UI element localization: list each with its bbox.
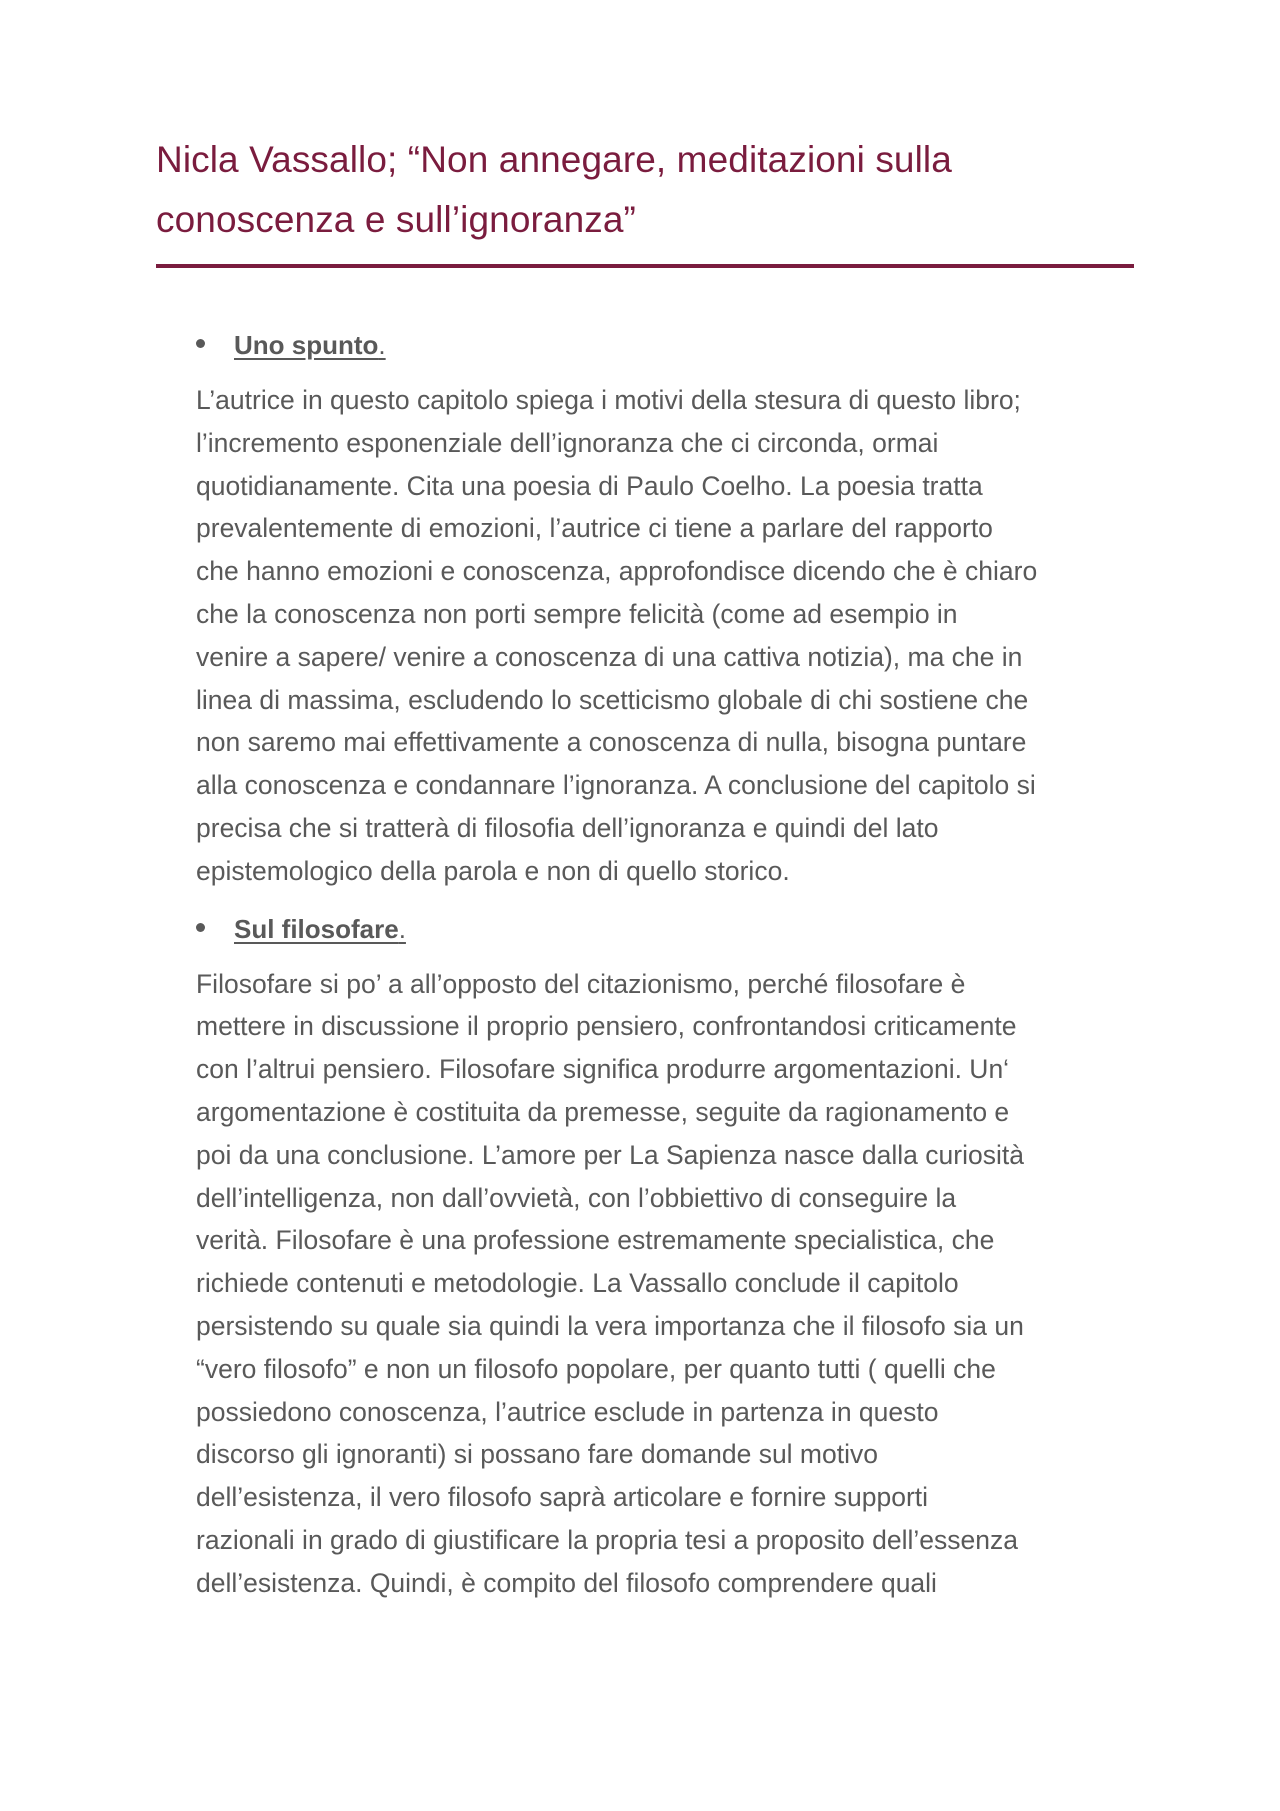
paragraph-line: Filosofare si po’ a all’opposto del citazionismo, perché filosofare è	[196, 968, 966, 999]
paragraph-line: verità. Filosofare è una professione estremamente specialistica, che	[196, 1225, 995, 1256]
paragraph-line: argomentazione è costituita da premesse, seguite da ragionamento e	[196, 1096, 1010, 1127]
paragraph-line: mettere in discussione il proprio pensiero, confrontandosi criticamente	[196, 1011, 1017, 1042]
paragraph-line: alla conoscenza e condannare l’ignoranza. A conclusione del capitolo si	[196, 770, 1036, 801]
paragraph-line: linea di massima, escludendo lo scetticismo globale di chi sostiene che	[196, 684, 1029, 715]
paragraph-line: quotidianamente. Cita una poesia di Paulo Coelho. La poesia tratta	[196, 470, 983, 501]
section-heading	[196, 909, 1136, 949]
paragraph-line: che hanno emozioni e conoscenza, approfondisce dicendo che è chiaro	[196, 556, 1038, 587]
paragraph-line: l’incremento esponenziale dell’ignoranza che ci circonda, ormai	[196, 427, 939, 458]
paragraph-line: richiede contenuti e metodologie. La Vassallo conclude il capitolo	[196, 1268, 959, 1299]
title-divider	[156, 264, 1134, 268]
paragraph-line: poi da una conclusione. L’amore per La Sapienza nasce dalla curiosità	[196, 1139, 1024, 1170]
paragraph-line: possiedono conoscenza, l’autrice esclude in partenza in questo	[196, 1396, 939, 1427]
document-title-line: conoscenza e sull’ignoranza”	[156, 199, 636, 240]
section-heading-text: Sul filosofare	[234, 913, 399, 944]
document-title	[156, 130, 1136, 250]
document-title-line: Nicla Vassallo; “Non annegare, meditazioni sulla	[156, 139, 952, 180]
paragraph-line: razionali in grado di giustificare la propria tesi a proposito dell’essenza	[196, 1524, 1018, 1555]
document-body	[196, 325, 1136, 1621]
section-sul-filosofare	[196, 909, 1136, 1605]
paragraph-line: dell’esistenza, il vero filosofo saprà articolare e fornire supporti	[196, 1482, 929, 1513]
paragraph-line: dell’intelligenza, non dall’ovvietà, con l’obbiettivo di conseguire la	[196, 1182, 957, 1213]
paragraph-line: “vero filosofo” e non un filosofo popolare, per quanto tutti ( quelli che	[196, 1353, 996, 1384]
paragraph-line: con l’altrui pensiero. Filosofare significa produrre argomentazioni. Un‘	[196, 1054, 1010, 1085]
section-paragraph	[196, 379, 1136, 893]
section-heading-text: Uno spunto	[234, 330, 379, 360]
paragraph-line: L’autrice in questo capitolo spiega i motivi della stesura di questo libro;	[196, 385, 1021, 415]
bullet-icon	[196, 339, 205, 348]
section-heading	[196, 325, 1136, 365]
section-heading-period: .	[398, 913, 406, 944]
section-paragraph	[196, 963, 1136, 1605]
paragraph-line: non saremo mai effettivamente a conoscenza di nulla, bisogna puntare	[196, 727, 1027, 758]
paragraph-line: dell’esistenza. Quindi, è compito del filosofo comprendere quali	[196, 1567, 937, 1598]
bullet-icon	[196, 923, 205, 932]
paragraph-line: discorso gli ignoranti) si possano fare domande sul motivo	[196, 1439, 878, 1470]
paragraph-line: venire a sapere/ venire a conoscenza di una cattiva notizia), ma che in	[196, 641, 1023, 672]
paragraph-line: precisa che si tratterà di filosofia dell’ignoranza e quindi del lato	[196, 812, 939, 843]
paragraph-line: prevalentemente di emozioni, l’autrice ci tiene a parlare del rapporto	[196, 513, 993, 544]
paragraph-line: che la conoscenza non porti sempre felicità (come ad esempio in	[196, 598, 958, 629]
paragraph-line: epistemologico della parola e non di quello storico.	[196, 855, 790, 886]
section-uno-spunto	[196, 325, 1136, 893]
section-heading-period: .	[378, 330, 386, 360]
paragraph-line: persistendo su quale sia quindi la vera importanza che il filosofo sia un	[196, 1310, 1024, 1341]
